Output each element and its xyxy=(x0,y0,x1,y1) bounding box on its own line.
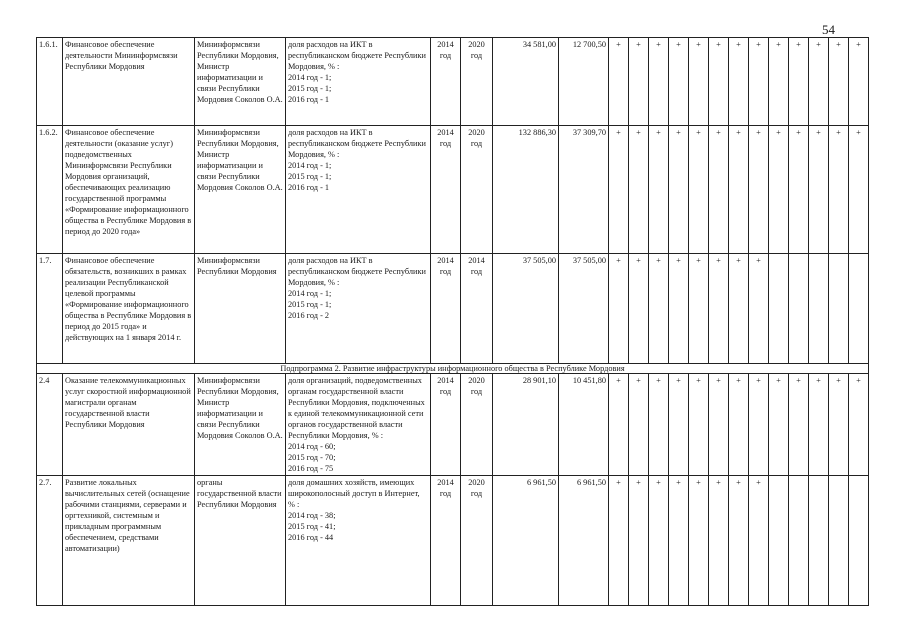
schedule-mark: + xyxy=(729,476,749,606)
schedule-mark: + xyxy=(609,476,629,606)
start-year: 2014 год xyxy=(431,254,461,364)
schedule-mark: + xyxy=(669,374,689,476)
indicator: доля расходов на ИКТ в республиканском бюджете Республики Мордовия, % : 2014 год - 1; 2015 год - 1; 2016 год - 1 xyxy=(286,38,431,126)
executor: Мининформсвязи Республики Мордовия, Министр информатизации и связи Республики Мордовия Соколов О.А. xyxy=(195,38,286,126)
schedule-mark: + xyxy=(829,38,849,126)
schedule-mark: + xyxy=(849,374,869,476)
schedule-mark: + xyxy=(729,374,749,476)
schedule-mark: + xyxy=(649,254,669,364)
row-number: 2.4 xyxy=(37,374,63,476)
schedule-mark: + xyxy=(749,254,769,364)
schedule-mark xyxy=(809,254,829,364)
table-row xyxy=(37,254,869,364)
sum-current: 10 451,80 xyxy=(559,374,609,476)
schedule-mark: + xyxy=(689,126,709,254)
schedule-mark: + xyxy=(649,476,669,606)
schedule-mark: + xyxy=(829,374,849,476)
executor: Мининформсвязи Республики Мордовия xyxy=(195,254,286,364)
row-number: 1.6.2. xyxy=(37,126,63,254)
schedule-mark: + xyxy=(809,38,829,126)
start-year: 2014 год xyxy=(431,476,461,606)
row-number: 1.7. xyxy=(37,254,63,364)
table-row xyxy=(37,126,869,254)
schedule-mark xyxy=(769,476,789,606)
schedule-mark xyxy=(789,254,809,364)
total-sum: 34 581,00 xyxy=(493,38,559,126)
schedule-mark xyxy=(769,254,789,364)
schedule-mark: + xyxy=(689,38,709,126)
schedule-mark: + xyxy=(749,38,769,126)
schedule-mark: + xyxy=(629,254,649,364)
schedule-mark: + xyxy=(769,38,789,126)
total-sum: 132 886,30 xyxy=(493,126,559,254)
schedule-mark: + xyxy=(629,126,649,254)
schedule-mark: + xyxy=(809,126,829,254)
schedule-mark: + xyxy=(689,374,709,476)
schedule-mark: + xyxy=(849,38,869,126)
schedule-mark: + xyxy=(729,126,749,254)
schedule-mark: + xyxy=(669,476,689,606)
schedule-mark: + xyxy=(849,126,869,254)
sum-current: 37 505,00 xyxy=(559,254,609,364)
schedule-mark xyxy=(849,254,869,364)
start-year: 2014 год xyxy=(431,126,461,254)
schedule-mark: + xyxy=(669,38,689,126)
measure-name: Оказание телекоммуникационных услуг скоростной информационной магистрали органам государственной власти Республики Мордовия xyxy=(63,374,195,476)
schedule-mark: + xyxy=(769,126,789,254)
end-year: 2020 год xyxy=(461,38,493,126)
end-year: 2020 год xyxy=(461,374,493,476)
end-year: 2020 год xyxy=(461,126,493,254)
executor: Мининформсвязи Республики Мордовия, Министр информатизации и связи Республики Мордовия Соколов О.А. xyxy=(195,374,286,476)
schedule-mark: + xyxy=(809,374,829,476)
schedule-mark: + xyxy=(769,374,789,476)
schedule-mark: + xyxy=(709,38,729,126)
schedule-mark: + xyxy=(709,254,729,364)
total-sum: 37 505,00 xyxy=(493,254,559,364)
indicator: доля расходов на ИКТ в республиканском бюджете Республики Мордовия, % : 2014 год - 1; 2015 год - 1; 2016 год - 2 xyxy=(286,254,431,364)
measure-name: Развитие локальных вычислительных сетей (оснащение рабочими станциями, серверами и оргтехникой, системным и прикладным программным обеспечением, средствами автоматизации) xyxy=(63,476,195,606)
schedule-mark: + xyxy=(689,254,709,364)
schedule-mark: + xyxy=(729,254,749,364)
end-year: 2020 год xyxy=(461,476,493,606)
table-row xyxy=(37,38,869,126)
schedule-mark xyxy=(809,476,829,606)
schedule-mark: + xyxy=(789,126,809,254)
table-row xyxy=(37,476,869,606)
subprogram-title: Подпрограмма 2. Развитие инфраструктуры информационного общества в Республике Мордовия xyxy=(37,364,869,374)
schedule-mark: + xyxy=(709,374,729,476)
schedule-mark: + xyxy=(609,374,629,476)
measure-name: Финансовое обеспечение деятельности (оказание услуг) подведомственных Мининформсвязи Республики Мордовия организаций, обеспечивающих реализацию государственной программы «Формирование информационного общества в Республике Мордовия в период до 2020 года» xyxy=(63,126,195,254)
subprogram-row xyxy=(37,364,869,374)
schedule-mark: + xyxy=(609,126,629,254)
total-sum: 6 961,50 xyxy=(493,476,559,606)
table-row xyxy=(37,374,869,476)
schedule-mark: + xyxy=(669,254,689,364)
schedule-mark xyxy=(849,476,869,606)
row-number: 2.7. xyxy=(37,476,63,606)
schedule-mark: + xyxy=(629,374,649,476)
schedule-mark xyxy=(829,254,849,364)
schedule-mark: + xyxy=(729,38,749,126)
schedule-mark: + xyxy=(649,126,669,254)
indicator: доля организаций, подведомственных органам государственной власти Республики Мордовия, подключенных к единой телекоммуникационной сети органов государственной власти Республики Мордовия, % : 2014 год - 60; 2015 год - 70; 2016 год - 75 xyxy=(286,374,431,476)
total-sum: 28 901,10 xyxy=(493,374,559,476)
schedule-mark: + xyxy=(669,126,689,254)
schedule-mark: + xyxy=(829,126,849,254)
schedule-mark: + xyxy=(749,126,769,254)
start-year: 2014 год xyxy=(431,374,461,476)
end-year: 2014 год xyxy=(461,254,493,364)
start-year: 2014 год xyxy=(431,38,461,126)
schedule-mark: + xyxy=(749,374,769,476)
schedule-mark: + xyxy=(709,126,729,254)
sum-current: 6 961,50 xyxy=(559,476,609,606)
schedule-mark: + xyxy=(609,38,629,126)
measure-name: Финансовое обеспечение обязательств, возникших в рамках реализации Республиканской целевой программы «Формирование информационного общества в Республике Мордовия в период до 2015 года» и действующих на 1 января 2014 г. xyxy=(63,254,195,364)
schedule-mark: + xyxy=(789,38,809,126)
sum-current: 12 700,50 xyxy=(559,38,609,126)
indicator: доля домашних хозяйств, имеющих широкополосный доступ в Интернет, % : 2014 год - 38; 2015 год - 41; 2016 год - 44 xyxy=(286,476,431,606)
schedule-mark: + xyxy=(649,374,669,476)
schedule-mark: + xyxy=(649,38,669,126)
program-table xyxy=(36,37,869,606)
schedule-mark: + xyxy=(789,374,809,476)
schedule-mark: + xyxy=(709,476,729,606)
schedule-mark: + xyxy=(609,254,629,364)
sum-current: 37 309,70 xyxy=(559,126,609,254)
schedule-mark: + xyxy=(689,476,709,606)
measure-name: Финансовое обеспечение деятельности Мининформсвязи Республики Мордовия xyxy=(63,38,195,126)
schedule-mark: + xyxy=(629,476,649,606)
executor: Мининформсвязи Республики Мордовия, Министр информатизации и связи Республики Мордовия Соколов О.А. xyxy=(195,126,286,254)
executor: органы государственной власти Республики Мордовия xyxy=(195,476,286,606)
indicator: доля расходов на ИКТ в республиканском бюджете Республики Мордовия, % : 2014 год - 1; 2015 год - 1; 2016 год - 1 xyxy=(286,126,431,254)
page-number: 54 xyxy=(822,22,835,37)
schedule-mark: + xyxy=(749,476,769,606)
row-number: 1.6.1. xyxy=(37,38,63,126)
schedule-mark xyxy=(789,476,809,606)
schedule-mark: + xyxy=(629,38,649,126)
schedule-mark xyxy=(829,476,849,606)
